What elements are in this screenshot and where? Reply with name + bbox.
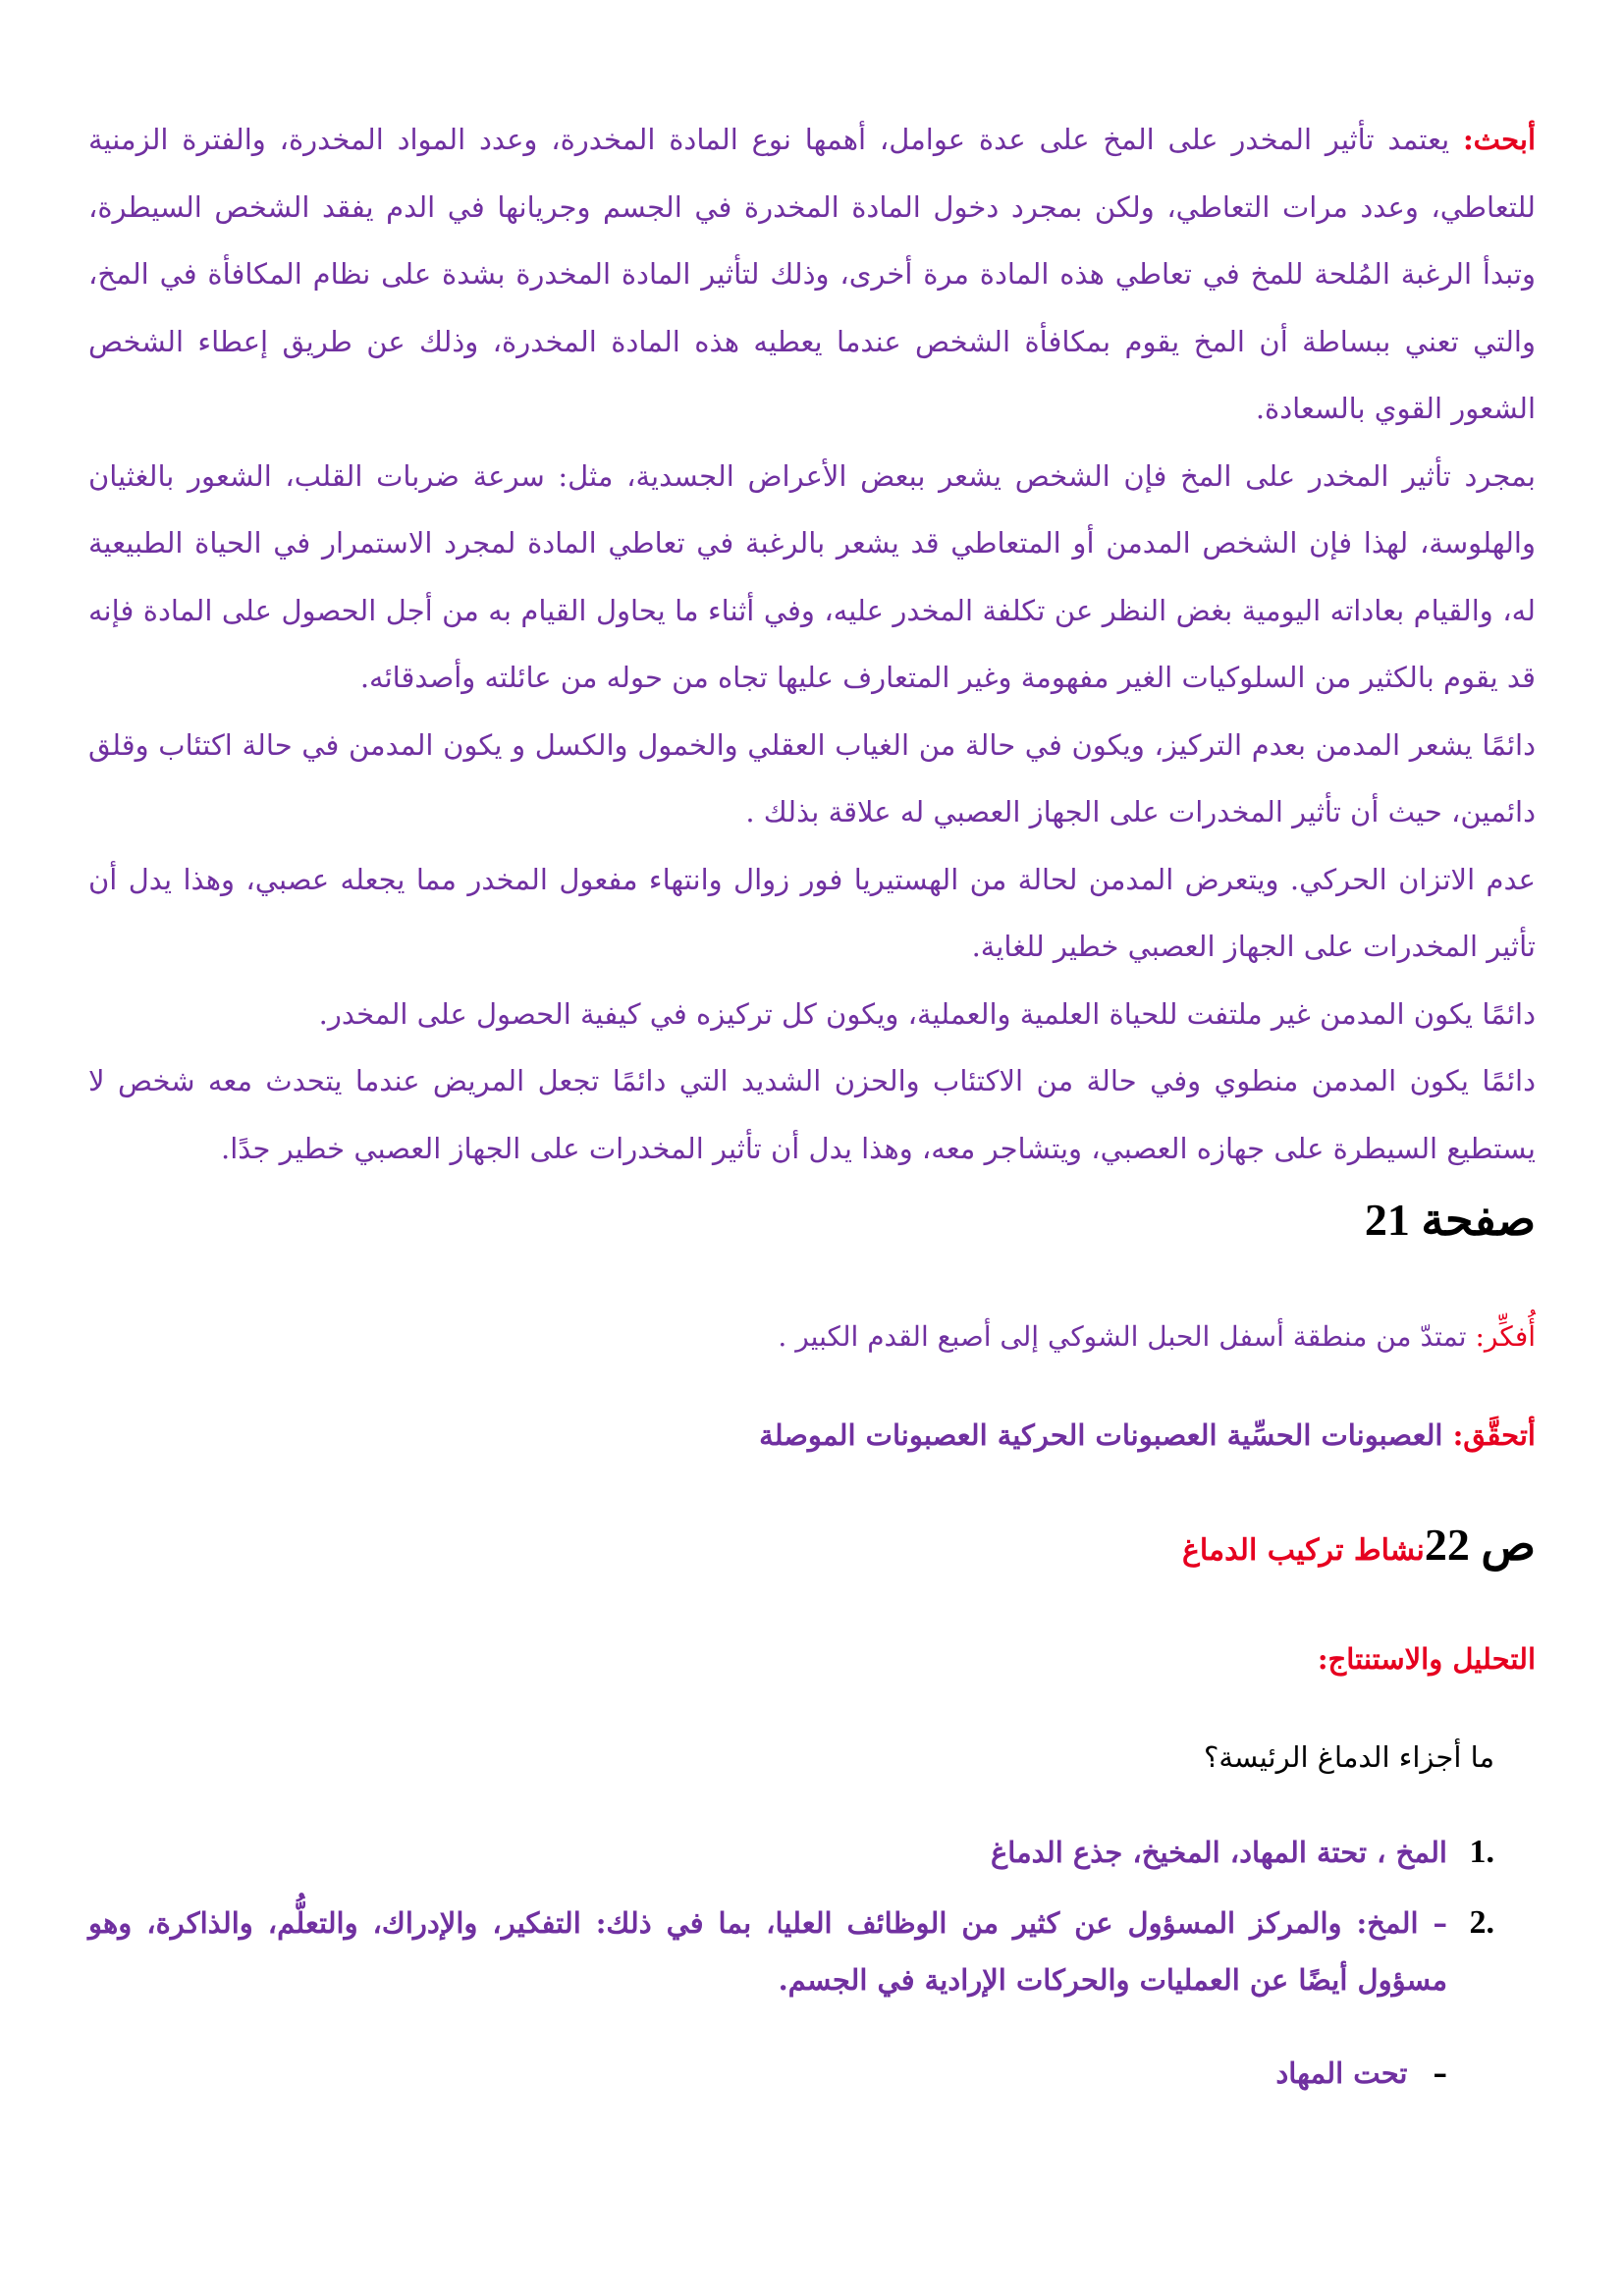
answers-list <box>88 1824 1536 2008</box>
check-line <box>88 1412 1536 1459</box>
research-label: أبحث: <box>1462 123 1536 156</box>
activity-title: نشاط تركيب الدماغ <box>1181 1533 1425 1568</box>
list-marker: .1 <box>1469 1834 1494 1870</box>
dash-marker: – <box>1433 2056 1447 2090</box>
think-label: أُفكِّر: <box>1475 1320 1536 1353</box>
paragraph-concentration: دائمًا يشعر المدمن بعدم التركيز، ويكون في حالة من الغياب العقلي والخمول والكسل و يكون المدمن في حالة اكتئاب وقلق دائمين، حيث أن تأثير المخدرات على الجهاز العصبي له علاقة بذلك . <box>88 727 1536 828</box>
paragraph-symptoms: بمجرد تأثير المخدر على المخ فإن الشخص يشعر ببعض الأعراض الجسدية، مثل: سرعة ضربات القلب، الشعور بالغثيان والهلوسة، لهذا فإن الشخص المدمن أو المتعاطي قد يشعر بالرغبة في تعاطي المادة لمجرد الاستمرار في الحياة الطبيعية له، والقيام بعاداته اليومية بغض النظر عن تكلفة المخدر عليه، وفي أثناء ما يحاول القيام به من أجل الحصول على المادة فإنه قد يقوم بالكثير من السلوكيات الغير مفهومة وغير المتعارف عليها تجاه من حوله من عائلته وأصدقائه. <box>88 458 1536 694</box>
think-text: تمتدّ من منطقة أسفل الحبل الشوكي إلى أصبع القدم الكبير . <box>778 1320 1476 1353</box>
paragraph-research <box>88 106 1536 443</box>
research-text: يعتمد تأثير المخدر على المخ على عدة عوامل، أهمها نوع المادة المخدرة، وعدد المواد المخدرة، والفترة الزمنية للتعاطي، وعدد مرات التعاطي، ولكن بمجرد دخول المادة المخدرة في الجسم وجريانها في الدم يفقد الشخص السيطرة، وتبدأ الرغبة المُلحة للمخ في تعاطي هذه المادة مرة أخرى، وذلك لتأثير المادة المخدرة بشدة على نظام المكافأة في المخ، والتي تعني ببساطة أن المخ يقوم بمكافأة الشخص عندما يعطيه هذه المادة المخدرة، وذلك عن طريق إعطاء الشخص الشعور القوي بالسعادة. <box>88 123 1536 425</box>
paragraph-focus: دائمًا يكون المدمن غير ملتفت للحياة العلمية والعملية، ويكون كل تركيزه في كيفية الحصول على المخدر. <box>318 996 1536 1031</box>
question-text: ما أجزاء الدماغ الرئيسة؟ <box>1203 1740 1494 1774</box>
check-text: العصبونات الحسِّية العصبونات الحركية العصبونات الموصلة <box>759 1418 1453 1452</box>
page-heading: صفحة 21 <box>1364 1195 1536 1245</box>
list-item <box>88 1895 1494 2008</box>
list-marker: .2 <box>1469 1904 1494 1941</box>
list-item <box>88 1824 1494 1881</box>
answer-text: المخ ، تحتة المهاد، المخيخ، جذع الدماغ <box>991 1836 1447 1869</box>
activity-prefix: ص <box>1469 1520 1536 1570</box>
paragraph-balance: عدم الاتزان الحركي. ويتعرض المدمن لحالة من الهستيريا فور زوال وانتهاء مفعول المخدر مما يجعله عصبي، وهذا يدل أن تأثير المخدرات على الجهاز العصبي خطير للغاية. <box>88 862 1536 963</box>
analysis-heading: التحليل والاستنتاج: <box>1317 1642 1536 1676</box>
activity-number: 22 <box>1424 1520 1470 1570</box>
check-label: أتحقَّق: <box>1452 1418 1536 1452</box>
activity-heading <box>88 1516 1536 1580</box>
sub-item-hypothalamus <box>88 2050 1447 2097</box>
answer-text: – المخ: والمركز المسؤول عن كثير من الوظائف العليا، بما في ذلك: التفكير، والإدراك، والتعلُّم، والذاكرة، وهو مسؤول أيضًا عن العمليات والحركات الإرادية في الجسم. <box>88 1906 1447 1997</box>
think-line <box>88 1313 1536 1361</box>
sub-item-text: تحت المهاد <box>1275 2056 1408 2090</box>
paragraph-depression: دائمًا يكون المدمن منطوي وفي حالة من الاكتئاب والحزن الشديد التي دائمًا تجعل المريض عندما يتحدث معه شخص لا يستطيع السيطرة على جهازه العصبي، ويتشاجر معه، وهذا يدل أن تأثير المخدرات على الجهاز العصبي خطير جدًا. <box>88 1064 1536 1165</box>
